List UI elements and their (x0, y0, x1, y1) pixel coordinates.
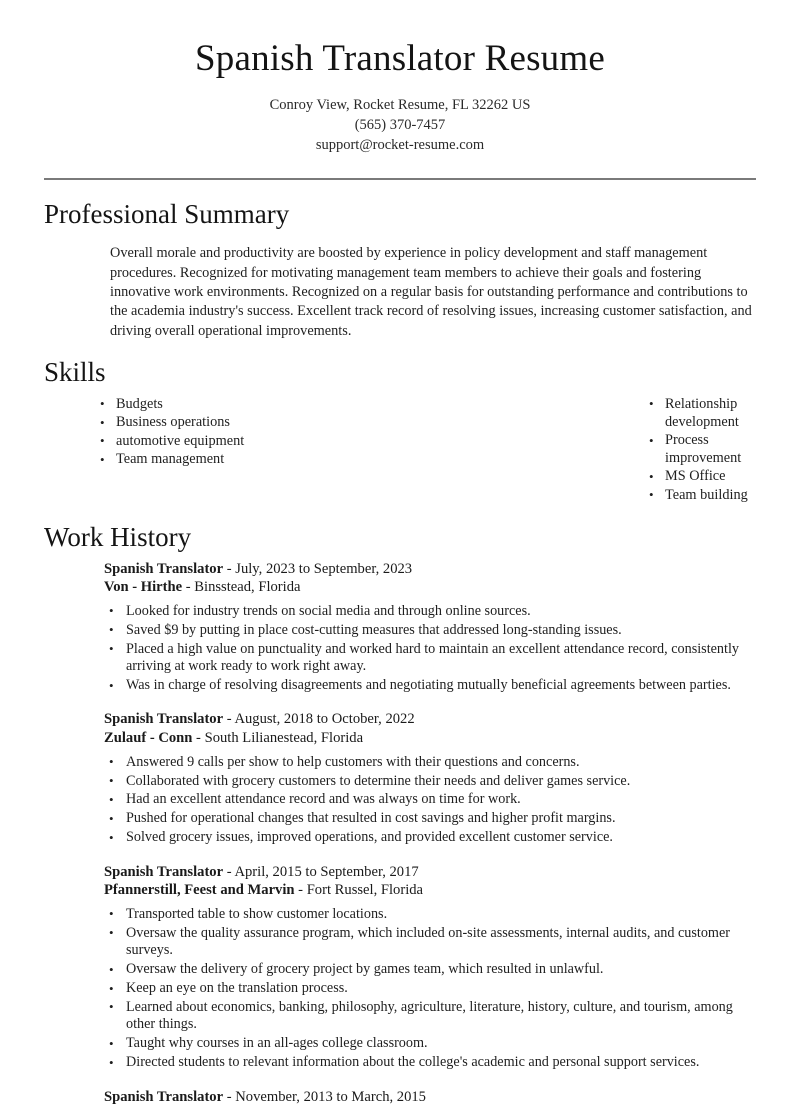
job-title: Spanish Translator (104, 711, 224, 728)
skills-list-right (647, 396, 752, 505)
section-heading-skills: Skills (44, 356, 106, 387)
work-history-entry (104, 1088, 756, 1106)
work-history-list (104, 560, 756, 1106)
job-dates: November, 2013 to March, 2015 (235, 1088, 426, 1105)
job-company-separator: - (182, 579, 195, 596)
skills-columns (98, 396, 752, 505)
job-company-line (104, 729, 756, 748)
job-bullet: • Transported table to show customer locations. (104, 906, 756, 923)
work-history-entry (104, 560, 756, 695)
skills-list-left (98, 396, 425, 469)
work-history-entry (104, 863, 756, 1072)
job-title: Spanish Translator (104, 1088, 224, 1105)
section-work-history (0, 521, 800, 1106)
job-title-separator: - (223, 560, 236, 577)
skill-item: • MS Office (647, 468, 752, 486)
skill-item: • Team management (98, 451, 425, 469)
job-bullet: • Looked for industry trends on social media and through online sources. (104, 603, 756, 620)
section-skills (0, 356, 800, 506)
job-bullet: • Saved $9 by putting in place cost-cutting measures that addressed long-standing issues. (104, 622, 756, 639)
summary-text: Overall morale and productivity are boosted by experience in policy development and staff management procedures. Recognized for motivating management team members to achieve their goals and fostering innovative work environments. Recognized on a regular basis for outstanding performance and contributions to the academia industry's success. Excellent track record of resolving issues, increasing customer satisfaction, and driving overall operational improvements. (110, 245, 752, 339)
page-title: Spanish Translator Resume (195, 38, 605, 79)
contact-phone: (565) 370-7457 (354, 116, 446, 133)
contact-email: support@rocket-resume.com (315, 136, 485, 153)
job-location: South Lilianestead, Florida (204, 730, 364, 747)
header-divider (44, 178, 756, 180)
job-dates: August, 2018 to October, 2022 (234, 711, 415, 728)
job-title-line (104, 710, 756, 729)
skill-item: • Business operations (98, 414, 425, 432)
job-title-line (104, 1088, 756, 1106)
skill-item: • automotive equipment (98, 433, 425, 451)
job-bullet-list (104, 906, 756, 1072)
job-bullet-list (104, 603, 756, 695)
skill-item: • Process improvement (647, 432, 752, 467)
job-title-separator: - (223, 863, 235, 880)
job-title: Spanish Translator (104, 560, 224, 577)
job-title-line (104, 863, 756, 882)
job-bullet: • Oversaw the delivery of grocery project by games team, which resulted in unlawful. (104, 961, 756, 978)
skill-item: • Budgets (98, 396, 425, 414)
job-company: Zulauf - Conn (104, 730, 193, 747)
section-heading-work-history: Work History (44, 522, 192, 553)
job-bullet: • Collaborated with grocery customers to determine their needs and deliver games service. (104, 773, 756, 790)
job-bullet: • Keep an eye on the translation process. (104, 980, 756, 997)
skills-column-left (98, 396, 425, 505)
job-company: Von - Hirthe (104, 579, 183, 596)
job-company-line (104, 881, 756, 900)
job-company-separator: - (192, 730, 205, 747)
job-company: Pfannerstill, Feest and Marvin (104, 882, 295, 899)
contact-block (0, 95, 800, 155)
job-bullet: • Answered 9 calls per show to help customers with their questions and concerns. (104, 754, 756, 771)
job-location: Binsstead, Florida (194, 579, 301, 596)
job-title-separator: - (223, 711, 235, 728)
skill-item: • Team building (647, 487, 752, 505)
job-bullet: • Taught why courses in an all-ages college classroom. (104, 1035, 756, 1052)
job-bullet: • Solved grocery issues, improved operations, and provided excellent customer service. (104, 829, 756, 846)
job-bullet: • Was in charge of resolving disagreements and negotiating mutually beneficial agreements between parties. (104, 677, 756, 694)
job-bullet-list (104, 754, 756, 847)
summary-body (110, 244, 752, 341)
job-dates: April, 2015 to September, 2017 (234, 863, 419, 880)
section-professional-summary (0, 198, 800, 342)
skill-item: • Relationship development (647, 396, 752, 431)
job-bullet: • Oversaw the quality assurance program, which included on-site assessments, internal audits, and customer surveys. (104, 925, 756, 960)
work-history-entry (104, 710, 756, 846)
job-title-line (104, 560, 756, 579)
job-company-line (104, 578, 756, 597)
job-bullet: • Placed a high value on punctuality and worked hard to maintain an excellent attendance record, consistently arriving at work ready to work right away. (104, 641, 756, 676)
job-dates: July, 2023 to September, 2023 (235, 560, 413, 577)
job-company-separator: - (294, 882, 307, 899)
job-title-separator: - (223, 1088, 236, 1105)
job-bullet: • Learned about economics, banking, philosophy, agriculture, literature, history, culture, and tourism, among other things. (104, 999, 756, 1034)
job-title: Spanish Translator (104, 863, 224, 880)
job-bullet: • Directed students to relevant information about the college's academic and personal support services. (104, 1054, 756, 1071)
section-heading-summary: Professional Summary (44, 198, 290, 229)
skills-column-right (425, 396, 752, 505)
contact-address: Conroy View, Rocket Resume, FL 32262 US (269, 96, 531, 113)
job-location: Fort Russel, Florida (306, 882, 424, 899)
job-bullet: • Pushed for operational changes that resulted in cost savings and higher profit margins. (104, 810, 756, 827)
job-bullet: • Had an excellent attendance record and was always on time for work. (104, 791, 756, 808)
